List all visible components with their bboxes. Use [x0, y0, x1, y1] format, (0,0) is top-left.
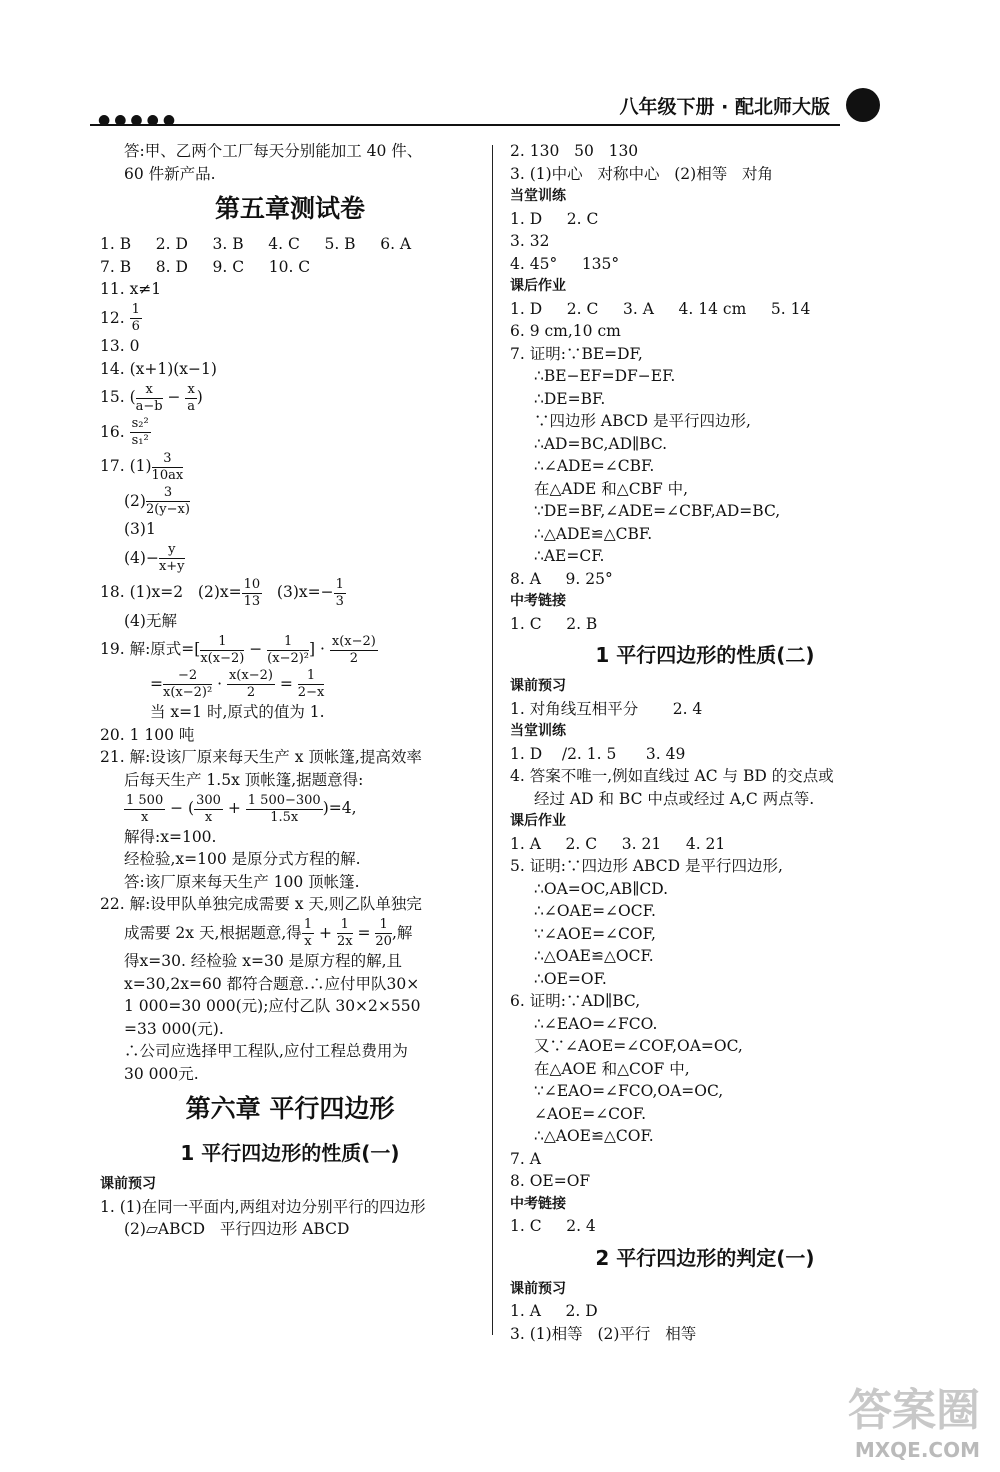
answer-18: 18. (1)x=2 (2)x= $\frac{10}{13}$ (3)x=− $\frac{1}{3}$	[100, 576, 344, 609]
subsection-label: 课前预习	[510, 1280, 566, 1297]
answer-17-3: (3)1	[124, 520, 156, 538]
answer-line: 6. 证明:∵AD∥BC,	[510, 992, 641, 1010]
answer-line: ∴△ADE≌△CBF.	[534, 524, 653, 543]
answer-line: 3. (1)中心 对称中心 (2)相等 对角	[510, 164, 773, 183]
answer-line: ∴AE=CF.	[534, 547, 605, 565]
answer-line: 1. D 2. C 3. A 4. 14 cm 5. 14	[510, 299, 811, 318]
answer-line: 在△AOE 和△COF 中,	[534, 1059, 690, 1078]
watermark-logo	[848, 1374, 980, 1462]
answer-line: 1. C 2. 4	[510, 1217, 596, 1235]
answer-17-1: 17. (1) $\frac{3}{10ax}$	[100, 450, 184, 483]
answer-line: ∴△OAE≌△OCF.	[534, 947, 654, 965]
answer-line: ∴∠OAE=∠OCF.	[534, 902, 656, 920]
subsection-label: 当堂训练	[510, 188, 566, 204]
answer-line: 解得:x=100.	[124, 827, 217, 846]
answer-line: ∴DE=BF.	[534, 389, 606, 408]
chapter-title: 第五章测试卷	[214, 194, 365, 223]
answer-line: 1. A 2. D	[510, 1302, 598, 1320]
answer-21-equation: $\frac{1 500}{x}$ − ( $\frac{300}{x}$ + $\frac{1 500-300}{1.5x}$ )=4,	[126, 792, 357, 825]
logo-icon	[846, 88, 880, 122]
header-dots: ●●●●●	[98, 112, 180, 128]
answer-line: 6. 9 cm,10 cm	[510, 322, 621, 340]
chapter-title: 第六章 平行四边形	[185, 1094, 395, 1123]
answer-line: 又∵∠AOE=∠COF,OA=OC,	[534, 1037, 743, 1055]
answer-line: 8. OE=OF	[510, 1172, 591, 1190]
subsection-label: 当堂训练	[510, 723, 566, 739]
right-column	[510, 140, 900, 1345]
answer-line: 4. 45° 135°	[510, 254, 620, 273]
answer-line: 30 000元.	[124, 1064, 199, 1083]
subsection-label: 课前预习	[510, 678, 566, 694]
subsection-label: 中考链接	[510, 593, 566, 609]
answer-line: 1. B 2. D 3. B 4. C 5. B 6. A	[100, 235, 412, 253]
answer-17-4: (4)− $\frac{y}{x+y}$	[124, 542, 185, 574]
subsection-label: 课前预习	[100, 1176, 156, 1192]
watermark-text: 答案圈	[848, 1385, 980, 1436]
answer-line: 后每天生产 1.5x 顶帐篷,据题意得:	[124, 770, 364, 789]
answer-line: 2. 130 50 130	[510, 142, 639, 160]
answer-line: 21. 解:设该厂原来每天生产 x 顶帐篷,提高效率	[100, 748, 422, 766]
answer-line: ∵∠EAO=∠FCO,OA=OC,	[534, 1082, 724, 1100]
column-divider	[492, 145, 493, 1335]
answer-line: 8. A 9. 25°	[510, 569, 613, 588]
answer-line: ∠AOE=∠COF.	[534, 1104, 647, 1123]
answer-line: ∴公司应选择甲工程队,应付工程总费用为	[124, 1042, 408, 1060]
answer-18-4: (4)无解	[124, 611, 177, 630]
answer-line: 5. 证明:∵四边形 ABCD 是平行四边形,	[510, 857, 783, 875]
section-title: 1 平行四边形的性质(一)	[180, 1141, 400, 1165]
answer-line: =33 000(元).	[124, 1019, 224, 1038]
answer-line: 答:甲、乙两个工厂每天分别能加工 40 件、	[124, 142, 423, 160]
answer-line: 14. (x+1)(x−1)	[100, 359, 217, 378]
answer-line: 1. D 2. C	[510, 209, 599, 228]
answer-line: 20. 1 100 吨	[100, 725, 195, 744]
answer-19-line2: = $\frac{-2}{\text{x(x−2)²}}$ · $\frac{x(x-2)}{2}$ = $\frac{1}{2-x}$	[150, 668, 325, 700]
answer-17-2: (2) $\frac{3}{2(y-x)}$	[124, 485, 190, 517]
header-title: 八年级下册 · 配北师大版	[619, 96, 830, 118]
answer-line: 经过 AD 和 BC 中点或经过 A,C 两点等.	[534, 789, 815, 808]
header-rule	[90, 124, 840, 126]
answer-line: 22. 解:设甲队单独完成需要 x 天,则乙队单独完	[100, 895, 422, 913]
answer-19-line1: 19. 解:原式=[ $\frac{1}{x(x-2)}$ − $\frac{1}{\text{(x−2)²}}$ ] · $\frac{x(x-2)}{2}$	[100, 633, 376, 666]
answer-line: 答:该厂原来每天生产 100 顶帐篷.	[124, 872, 360, 891]
section-title: 2 平行四边形的判定(一)	[595, 1245, 815, 1270]
answer-line: ∴BE−EF=DF−EF.	[534, 367, 676, 385]
answer-line: 1. D /2. 1. 5 3. 49	[510, 744, 686, 763]
subsection-label: 课后作业	[510, 278, 566, 294]
answer-line: 1. (1)在同一平面内,两组对边分别平行的四边形	[100, 1197, 426, 1216]
answer-line: 7. A	[510, 1149, 541, 1168]
answer-line: 1 000=30 000(元);应付乙队 30×2×550	[124, 997, 421, 1015]
answer-line: 1. C 2. B	[510, 614, 598, 633]
answer-line: ∴OE=OF.	[534, 969, 607, 988]
answer-line: 3. 32	[510, 232, 550, 250]
answer-15: 15. ( $\frac{x}{a-b}$ − $\frac{x}{a}$ )	[100, 381, 203, 414]
answer-line: 当 x=1 时,原式的值为 1.	[150, 703, 325, 721]
answer-line: 60 件新产品.	[124, 164, 216, 183]
answer-line: 7. 证明:∵BE=DF,	[510, 344, 643, 363]
answer-line: 7. B 8. D 9. C 10. C	[100, 257, 311, 276]
section-title: 1 平行四边形的性质(二)	[595, 643, 815, 667]
answer-line: 13. 0	[100, 337, 140, 355]
answer-line: x=30,2x=60 都符合题意.∴应付甲队30×	[124, 974, 420, 993]
answer-12: 12. $\frac{1}{6}$	[100, 302, 140, 334]
watermark-url: MXQE.COM	[854, 1438, 980, 1462]
subsection-label: 课后作业	[510, 813, 566, 829]
page-header	[90, 90, 900, 128]
answer-line: ∵DE=BF,∠ADE=∠CBF,AD=BC,	[534, 502, 781, 520]
answer-line: 1. 对角线互相平分 2. 4	[510, 699, 703, 718]
subsection-label: 中考链接	[510, 1195, 566, 1212]
answer-line: ∴△AOE≌△COF.	[534, 1127, 654, 1145]
answer-line: 经检验,x=100 是原分式方程的解.	[124, 850, 361, 868]
answer-line: 1. A 2. C 3. 21 4. 21	[510, 834, 726, 853]
answer-line: (2)▱ABCD 平行四边形 ABCD	[124, 1220, 350, 1238]
answer-line: 3. (1)相等 (2)平行 相等	[510, 1324, 697, 1343]
answer-line: ∴OA=OC,AB∥CD.	[534, 879, 669, 898]
answer-line: ∴∠EAO=∠FCO.	[534, 1014, 658, 1033]
answer-line: 11. x≠1	[100, 280, 162, 298]
left-column	[100, 140, 480, 1241]
answer-22-equation: 成需要 2x 天,根据题意,得 $\frac{1}{x}$ + $\frac{1}{2x}$ = $\frac{1}{20}$ ,解	[124, 917, 413, 949]
answer-line: 4. 答案不唯一,例如直线过 AC 与 BD 的交点或	[510, 767, 834, 785]
answer-16: 16. $\frac{\text{s₂²}}{\text{s₁²}}$	[100, 416, 149, 448]
answer-line: ∴∠ADE=∠CBF.	[534, 457, 655, 475]
answer-line: ∵四边形 ABCD 是平行四边形,	[534, 412, 751, 430]
answer-line: ∴AD=BC,AD∥BC.	[534, 434, 668, 453]
answer-line: 在△ADE 和△CBF 中,	[534, 479, 689, 498]
answer-line: 得x=30. 经检验 x=30 是原方程的解,且	[124, 952, 403, 970]
answer-line: ∵∠AOE=∠COF,	[534, 924, 656, 943]
